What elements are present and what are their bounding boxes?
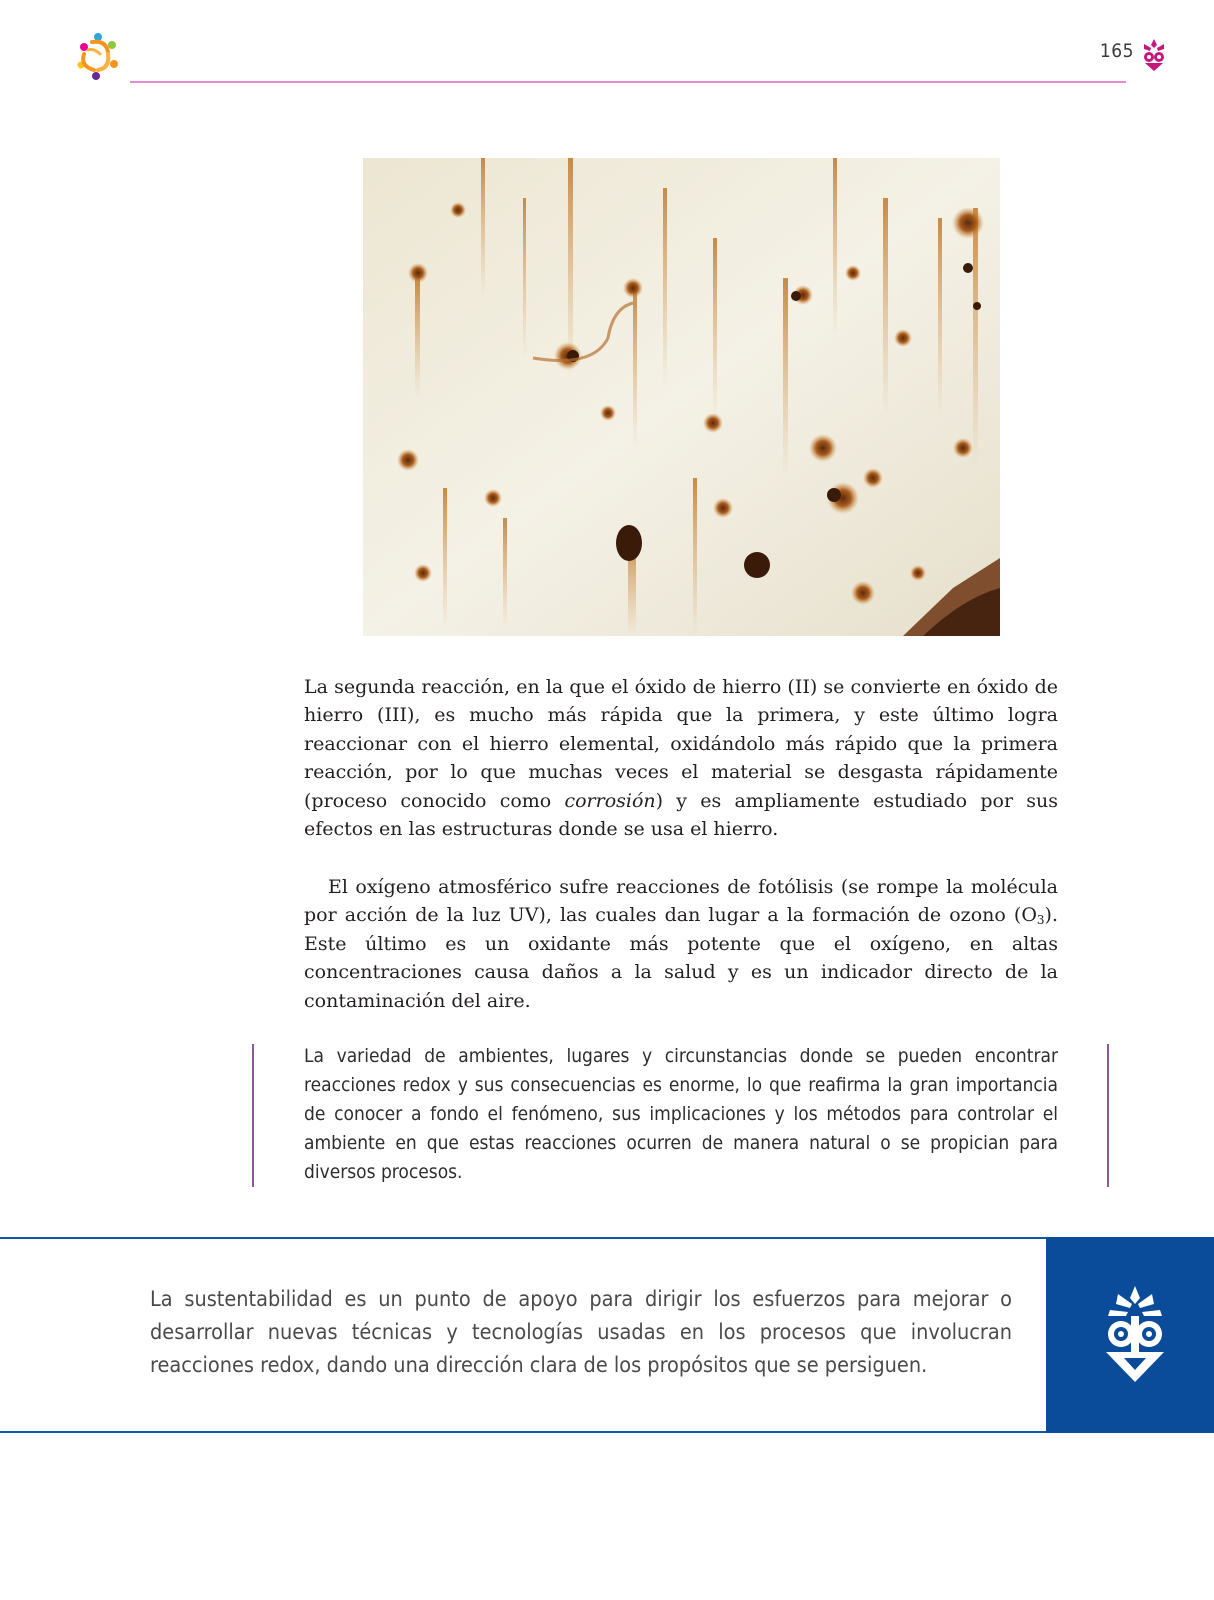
body-paragraph-corrosion: La segunda reacción, en la que el óxido de hierro (II) se convierte en óxido de hierro (III), es mucho más rápida que la primera, y este último logra reaccionar con el hierro elemental, oxidándolo más rápido que la primera reacción, por lo que muchas veces el material se desgasta rápidamente (proceso conocido como corrosión) y es ampliamente estudiado por sus efectos en las estructuras donde se usa el hierro. bbox=[304, 676, 1058, 841]
tree-emblem-icon bbox=[1102, 1286, 1168, 1382]
rusted-white-metal-photo bbox=[363, 158, 1000, 636]
callout-bottom-rule bbox=[0, 1431, 1214, 1433]
header-rule bbox=[130, 81, 1126, 83]
highlight-right-bar bbox=[1107, 1044, 1109, 1187]
body-paragraph-ozone: El oxígeno atmosférico sufre reacciones de fotólisis (se rompe la molécula por acción de la luz UV), las cuales dan lugar a la formación de ozono $(O_3)$. Este último es un oxidante más potente que el oxígeno, en altas concentraciones causa daños a la salud y es un indicador directo de la contaminación del aire. bbox=[304, 876, 1058, 1012]
callout-text: La sustentabilidad es un punto de apoyo para dirigir los esfuerzos para mejorar o desarrollar nuevas técnicas y tecnologías usadas en los procesos que involucran reacciones redox, dando una dirección clara de los propósitos que se persiguen. bbox=[150, 1287, 1012, 1378]
italic-term-corrosion: corrosión bbox=[564, 789, 656, 812]
highlight-text: La variedad de ambientes, lugares y circunstancias donde se pueden encontrar reacciones redox y sus consecuencias es enorme, lo que reafirma la gran importancia de conocer a fondo el fenómeno, sus implicaciones y los métodos para controlar el ambiente en que estas reacciones ocurren de manera natural o se propician para diversos procesos. bbox=[304, 1045, 1058, 1183]
flower-ornament-icon bbox=[1141, 38, 1167, 72]
callout-top-rule bbox=[0, 1237, 1046, 1239]
people-circle-logo-icon bbox=[72, 30, 124, 82]
highlight-left-bar bbox=[252, 1044, 254, 1187]
page-number: 165 bbox=[1099, 40, 1134, 62]
